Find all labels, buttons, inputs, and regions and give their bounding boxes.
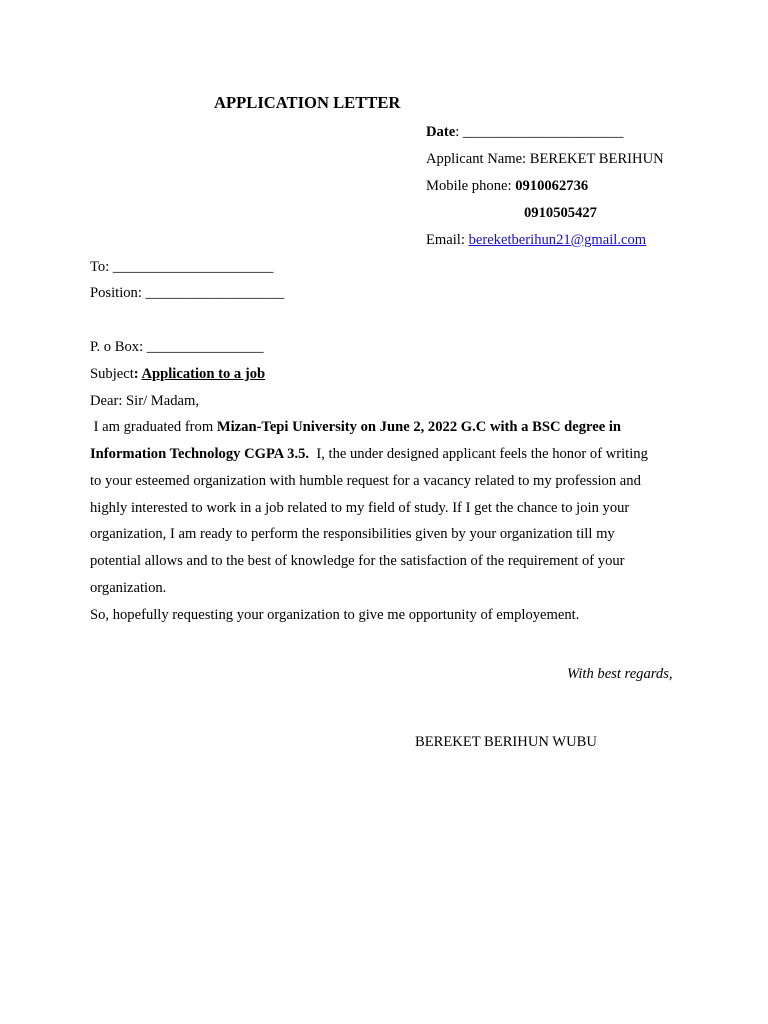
subject-line xyxy=(90,365,265,383)
mobile-number-2: 0910505427 xyxy=(524,205,597,221)
body-line-1-bold: Mizan-Tepi University on June 2, 2022 G.C with a BSC degree in xyxy=(216,419,622,435)
po-box-line: P. o Box: ________________ xyxy=(90,339,264,355)
subject-colon: : xyxy=(133,366,142,382)
mobile-number-1: 0910062736 xyxy=(515,178,589,194)
signature: BEREKET BERIHUN WUBU xyxy=(415,734,597,750)
date-value: : ______________________ xyxy=(455,124,624,140)
subject-label: Subject xyxy=(90,366,134,382)
body-line-4: highly interested to work in a job related to my field of study. If I get the chance to join your xyxy=(90,500,630,516)
body-line-6: potential allows and to the best of knowledge for the satisfaction of the requirement of your xyxy=(90,553,625,569)
subject-text: Application to a job xyxy=(141,366,266,382)
email-label: Email: xyxy=(426,232,469,248)
date-label: Date xyxy=(426,124,456,140)
letter-title: APPLICATION LETTER xyxy=(214,93,401,112)
mobile-line xyxy=(426,177,588,195)
mobile-label: Mobile phone: xyxy=(426,178,516,194)
body-line-2-text: I, the under designed applicant feels the honor of writing xyxy=(309,446,648,462)
applicant-name: Applicant Name: BEREKET BERIHUN xyxy=(426,151,664,167)
body-line-1-text: I am graduated from xyxy=(90,419,217,435)
closing: With best regards, xyxy=(567,666,673,682)
salutation: Dear: Sir/ Madam, xyxy=(90,393,200,409)
body-line-1 xyxy=(90,418,621,436)
email-link[interactable]: bereketberihun21@gmail.com xyxy=(468,232,647,248)
to-line: To: ______________________ xyxy=(90,259,274,275)
body-line-2-bold: Information Technology CGPA 3.5. xyxy=(90,446,310,462)
email-line xyxy=(426,231,646,249)
body-line-5: organization, I am ready to perform the responsibilities given by your organization till my xyxy=(90,526,615,542)
body-line-8: So, hopefully requesting your organization to give me opportunity of employement. xyxy=(90,607,580,623)
body-line-7: organization. xyxy=(90,580,167,596)
body-line-3: to your esteemed organization with humble request for a vacancy related to my profession and xyxy=(90,473,641,489)
body-line-2 xyxy=(90,445,648,463)
date-line xyxy=(426,123,623,141)
position-line: Position: ___________________ xyxy=(90,285,285,301)
